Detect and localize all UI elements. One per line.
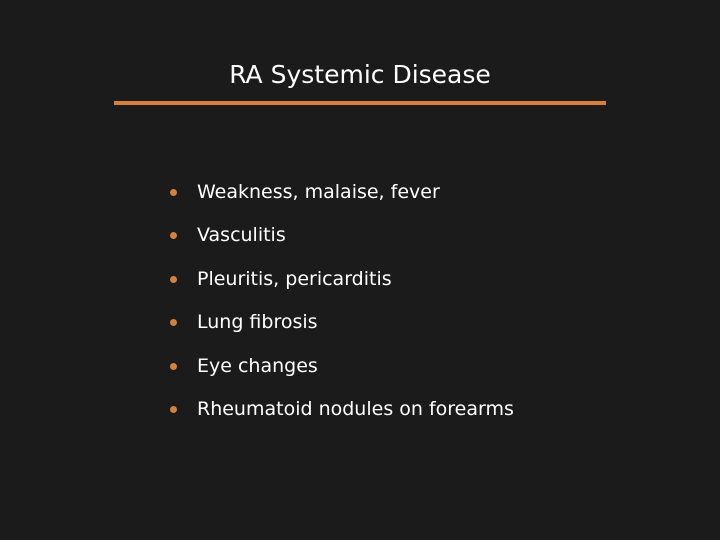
bullet-text: Vasculitis xyxy=(197,224,286,247)
bullet-dot-icon xyxy=(170,406,177,413)
bullet-text: Lung fibrosis xyxy=(197,311,318,334)
bullet-dot-icon xyxy=(170,189,177,196)
bullet-text: Rheumatoid nodules on forearms xyxy=(197,397,514,420)
bullet-text: Pleuritis, pericarditis xyxy=(197,267,392,290)
slide-title: RA Systemic Disease xyxy=(229,60,491,89)
bullet-dot-icon xyxy=(170,232,177,239)
bullet-dot-icon xyxy=(170,276,177,283)
bullet-text: Eye changes xyxy=(197,354,318,377)
bullet-text: Weakness, malaise, fever xyxy=(197,181,440,203)
title-underline-rule xyxy=(114,101,606,105)
bullet-dot-icon xyxy=(170,319,177,326)
bullet-dot-icon xyxy=(170,363,177,370)
